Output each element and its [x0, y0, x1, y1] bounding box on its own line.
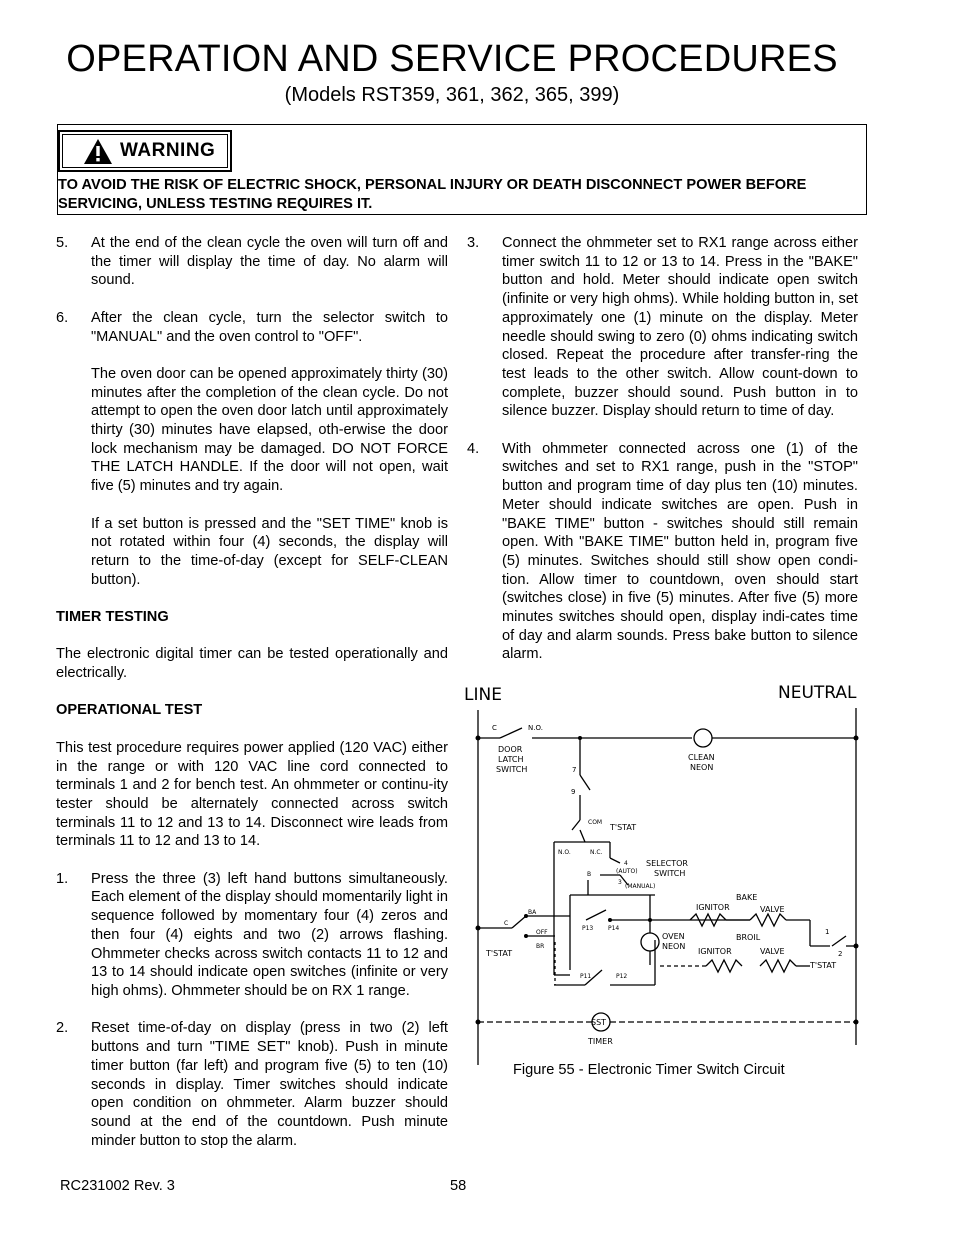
svg-text:BA: BA — [528, 909, 537, 916]
warning-label — [58, 130, 232, 172]
list-item-6: 6. After the clean cycle, turn the selector switch to "MANUAL" and the oven control to "OFF". — [56, 309, 448, 345]
svg-text:N.C.: N.C. — [590, 849, 603, 856]
list-item-3: 3. Connect the ohmmeter set to RX1 range across either timer switch 11 to 12 or 13 to 14. Press in the "BAKE" button and hold. Meter should indicate open switch (infinite or very high ohms). While holding button in, set approximately one (1) minute on the display. Meter needle should swing to zero (0) ohms indicating switch closed. Repeat the procedure after transfer-ring the test leads to the other switch. Allow count-down to complete, buzzer should sound. Push button in to silence buzzer. Display should return to time of day. — [467, 235, 858, 420]
svg-text:P13: P13 — [582, 925, 594, 932]
list-item-2: 2. Reset time-of-day on display (press in two (2) left buttons and turn "TIME SET" knob). Push in minute timer button (far left) and program five (5) to ten (10) seconds in display. Timer switches should indicate open condition on ohmmeter. Alarm buzzer should sound at the end of the countdown. Push minute minder button to stop the alarm. — [56, 1020, 448, 1149]
list-item-4: 4. With ohmmeter connected across one (1) of the switches and set to RX1 range, push in the "STOP" button and program time of day plus ten (10) minutes. Meter should indicate switches are open. Push in "BAKE TIME" button - switches should still remain open. With "BAKE TIME" button held in, program five (5) minutes. Switches should still show open condi-tion. Allow timer to countdown, oven should start (switches close) in five (5) minutes. After five (5) more minutes switches should open, display indi-cates time of day and alarm sounds. Press bake button to silence alarm. — [467, 440, 858, 663]
svg-text:T'STAT: T'STAT — [486, 949, 513, 958]
warning-label-text: WARNING — [120, 140, 216, 161]
svg-text:COM: COM — [588, 819, 603, 826]
warning-triangle-icon — [83, 138, 113, 165]
svg-text:OVEN: OVEN — [662, 932, 685, 941]
svg-text:IGNITOR: IGNITOR — [696, 903, 730, 912]
svg-text:SWITCH: SWITCH — [654, 869, 686, 878]
door-paragraph: The oven door can be opened approximately thirty (30) minutes after the completion of the clean cycle. Do not attempt to open the oven door latch until approximately thirty (30) minutes have elapsed, oth-erwise the door lock mechanism may be damaged. DO NOT FORCE THE LATCH HANDLE. If the door will not open, wait five (5) minutes and try again. — [91, 365, 448, 495]
svg-text:P11: P11 — [580, 973, 592, 980]
warning-text: TO AVOID THE RISK OF ELECTRIC SHOCK, PERSONAL INJURY OR DEATH DISCONNECT POWER BEFORE SERVICING, UNLESS TESTING REQUIRES IT. — [58, 177, 807, 212]
svg-text:9: 9 — [571, 788, 576, 796]
operational-test-heading: OPERATIONAL TEST — [56, 702, 203, 719]
svg-text:LATCH: LATCH — [498, 755, 524, 764]
svg-text:BROIL: BROIL — [736, 933, 761, 942]
svg-text:N.O.: N.O. — [558, 849, 571, 856]
set-button-paragraph: If a set button is pressed and the "SET TIME" knob is not rotated within four (4) seconds, the display will return to the time-of-day (except for SELF-CLEAN button). — [91, 515, 448, 588]
line-label: LINE — [464, 685, 502, 705]
svg-text:N.O.: N.O. — [528, 724, 543, 732]
svg-text:SST: SST — [591, 1018, 607, 1027]
operational-test-paragraph: This test procedure requires power applied (120 VAC) either in the range or with 120 VAC line cord connected to terminals 1 and 2 for bench test. An ohmmeter or continu-ity tester should be alternately connected across switch terminals 11 to 12 and 13 to 14. Disconnect wire leads from terminals 11 to 12 and 13 to 14. — [56, 739, 448, 850]
svg-text:OFF: OFF — [536, 929, 548, 936]
svg-text:NEON: NEON — [690, 763, 714, 772]
svg-text:DOOR: DOOR — [498, 745, 523, 754]
svg-text:TIMER: TIMER — [588, 1037, 613, 1046]
svg-text:(MANUAL): (MANUAL) — [625, 883, 656, 890]
svg-text:VALVE: VALVE — [760, 905, 785, 914]
svg-text:(AUTO): (AUTO) — [616, 868, 638, 875]
right-column — [467, 234, 858, 664]
page-number: 58 — [450, 1178, 467, 1194]
list-item-5: 5. At the end of the clean cycle the oven will turn off and the timer will display the time of day. No alarm will sound. — [56, 235, 448, 289]
svg-text:1: 1 — [825, 928, 830, 936]
timer-testing-paragraph: The electronic digital timer can be tested operationally and electrically. — [56, 646, 448, 682]
svg-text:T'STAT: T'STAT — [810, 961, 837, 970]
svg-text:C: C — [504, 920, 509, 927]
neutral-label: NEUTRAL — [778, 683, 857, 703]
svg-text:P12: P12 — [616, 973, 628, 980]
timer-switch-circuit-diagram — [460, 680, 865, 1065]
svg-text:BR: BR — [536, 943, 545, 950]
svg-text:3: 3 — [618, 879, 622, 886]
left-column — [56, 234, 448, 1150]
svg-text:CLEAN: CLEAN — [688, 753, 715, 762]
svg-text:IGNITOR: IGNITOR — [698, 947, 732, 956]
svg-text:BAKE: BAKE — [736, 893, 758, 902]
svg-text:4: 4 — [624, 860, 628, 867]
document-number: RC231002 Rev. 3 — [60, 1178, 175, 1194]
svg-text:P14: P14 — [608, 925, 620, 932]
svg-text:2: 2 — [838, 950, 843, 958]
svg-text:NEON: NEON — [662, 942, 686, 951]
svg-text:7: 7 — [572, 766, 577, 774]
page-title: OPERATION AND SERVICE PROCEDURES — [66, 38, 838, 80]
svg-text:VALVE: VALVE — [760, 947, 785, 956]
figure-caption: Figure 55 - Electronic Timer Switch Circuit — [513, 1062, 785, 1078]
svg-text:C: C — [492, 724, 497, 732]
page-subtitle: (Models RST359, 361, 362, 365, 399) — [284, 84, 620, 106]
svg-text:SELECTOR: SELECTOR — [646, 859, 688, 868]
timer-testing-heading: TIMER TESTING — [56, 609, 169, 625]
svg-text:T'STAT: T'STAT — [610, 823, 637, 832]
svg-text:B: B — [587, 871, 592, 878]
list-item-1: 1. Press the three (3) left hand buttons simultaneously. Each element of the display should momentarily light in sequence followed by momentary four (4) zeros and then four (4) eights and two (2) arrows flashing. Ohmmeter checks across switch contacts 11 to 12 and 13 to 14 should indicate open switches (infinite or very high ohms). Ohmmeter should be on RX 1 range. — [56, 870, 448, 999]
svg-text:SWITCH: SWITCH — [496, 765, 528, 774]
